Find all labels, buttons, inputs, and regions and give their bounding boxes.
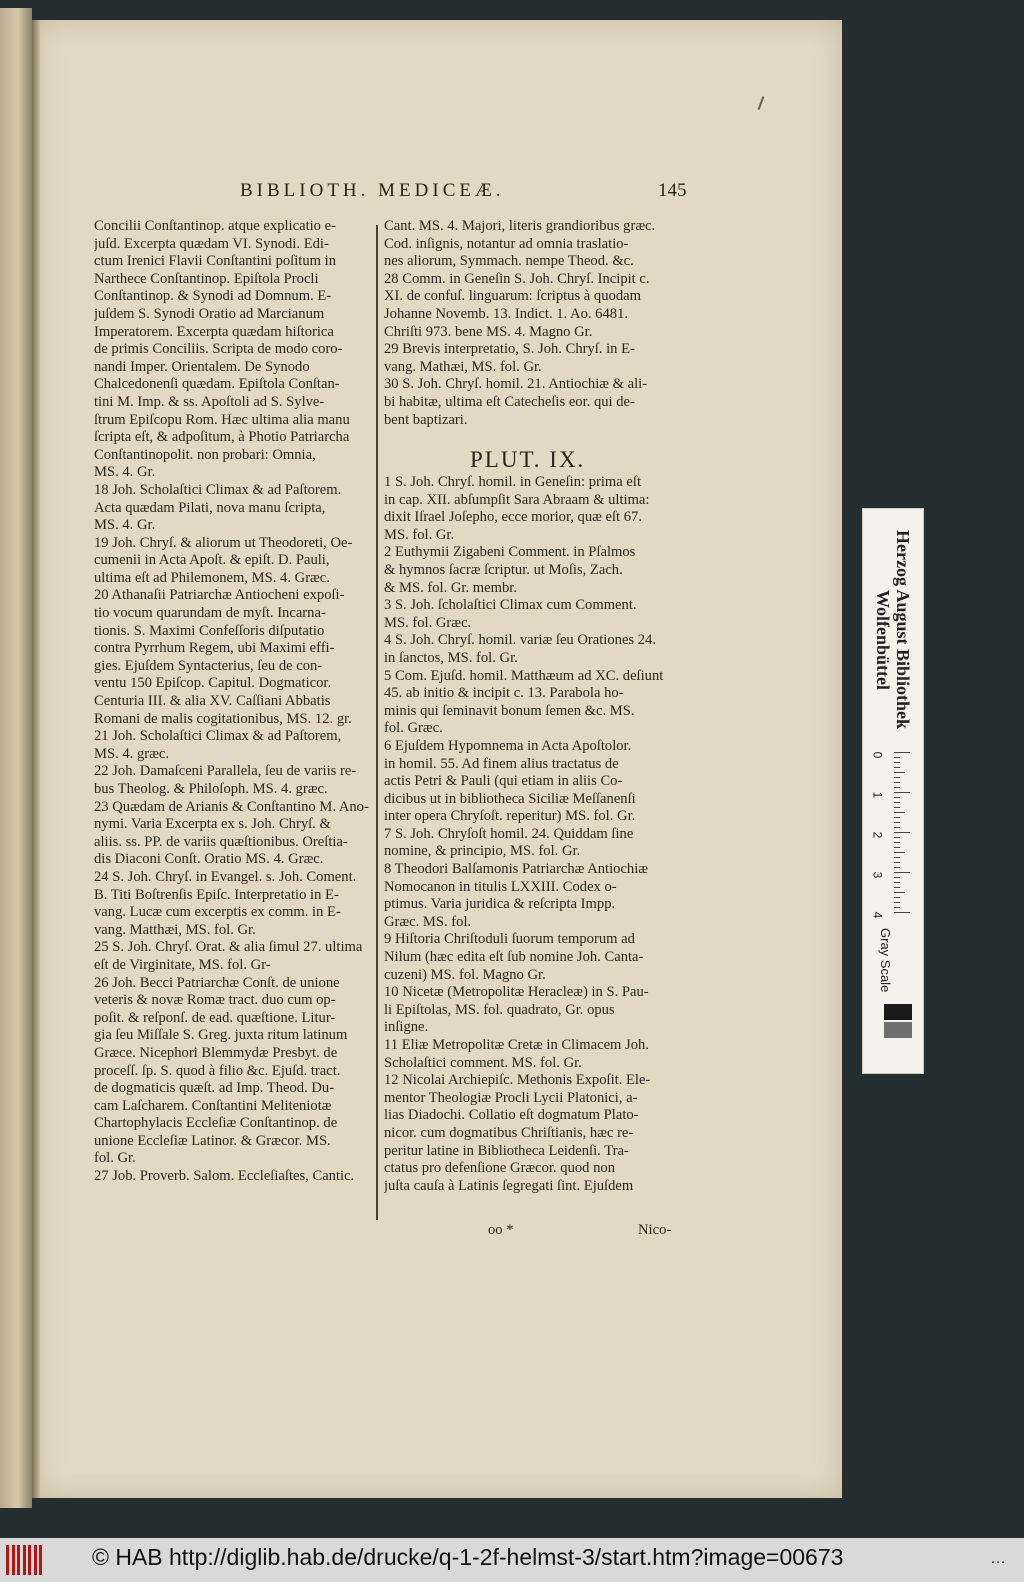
text-line: actis Petri & Pauli (qui etiam in aliis Co- (384, 773, 623, 790)
ruler-number: 4 (870, 911, 885, 919)
text-line: bent baptizari. (384, 411, 468, 428)
text-line: Græc. MS. fol. (384, 913, 472, 930)
facing-page-edge (0, 8, 32, 1508)
text-line: mentor Theologiæ Procli Lycii Platonici, a- (384, 1089, 638, 1106)
ruler-tick (894, 797, 900, 798)
text-line: inſigne. (384, 1019, 429, 1036)
text-line: Johanne Novemb. 13. Indict. 1. Ao. 6481. (384, 305, 629, 322)
gray-swatch-dark (884, 1004, 912, 1020)
ruler-tick (894, 777, 900, 778)
logo-bar (12, 1545, 15, 1575)
text-line: & MS. fol. Gr. membr. (384, 579, 517, 596)
hab-logo-icon (6, 1545, 46, 1575)
text-line: vang. Lucæ cum excerptis ex comm. in E- (94, 904, 341, 921)
text-line: B. Titi Boſtrenſis Epiſc. Interpretatio in E- (94, 886, 339, 903)
text-line: peritur latine in Bibliotheca Leidenſi. Tra- (384, 1142, 629, 1159)
gray-swatch-mid (884, 1022, 912, 1038)
text-line: Narthece Conſtantinop. Epiſtola Procli (94, 270, 319, 287)
ruler-tick (894, 802, 900, 803)
text-line: MS. 4. Gr. (94, 517, 156, 534)
ruler-tick (894, 887, 900, 888)
ruler-tick (894, 772, 905, 773)
column-rule (376, 225, 378, 1220)
ruler-tick (894, 892, 905, 893)
text-line: Chriſti 973. bene MS. 4. Magno Gr. (384, 323, 593, 340)
text-line: inter opera Chryſoſt. reperitur) MS. fol. Gr. (384, 808, 636, 825)
scale-ruler (868, 740, 912, 930)
logo-bar (17, 1545, 20, 1575)
text-line: Scholaſtici comment. MS. fol. Gr. (384, 1054, 582, 1071)
text-line: in cap. XII. abſumpſit Sara Abraam & ultima: (384, 491, 650, 508)
text-line: Græce. Nicephori Blemmydæ Presbyt. de (94, 1044, 338, 1061)
text-line: cuzeni) MS. fol. Magno Gr. (384, 966, 546, 983)
left-text-column (94, 218, 376, 1186)
text-line: Conſtantinopolit. non probari: Omnia, (94, 446, 316, 463)
ruler-tick (894, 807, 900, 808)
text-line: 45. ab initio & incipit c. 13. Parabola ho- (384, 685, 624, 702)
text-line: contra Pyrrhum Regem, ubi Maximi effi- (94, 640, 335, 657)
text-line: minis qui ſeminavit bonum ſemen &c. MS. (384, 702, 635, 719)
text-line: 4 S. Joh. Chryſ. homil. variæ ſeu Orationes 24. (384, 632, 656, 649)
text-line: Nomocanon in titulis LXXIII. Codex o- (384, 878, 617, 895)
text-line: ctum Irenici Flavii Conſtantini poſitum in (94, 253, 336, 270)
text-line: gies. Ejuſdem Syntacterius, ſeu de con- (94, 657, 323, 674)
text-line: Nilum (hæc edita eſt ſub nomine Joh. Canta- (384, 949, 644, 966)
text-line: aliis. ss. PP. de variis quæſtionibus. Oreſtia- (94, 833, 348, 850)
logo-bar (34, 1545, 37, 1575)
text-line: juſdem S. Synodi Oratio ad Marcianum (94, 305, 325, 322)
ruler-tick (894, 857, 900, 858)
text-line: poſit. & reſponſ. de ead. quæſtione. Litur- (94, 1009, 336, 1026)
text-line: 3 S. Joh. ſcholaſtici Climax cum Comment. (384, 597, 637, 614)
text-line: 20 Athanaſii Patriarchæ Antiocheni expoſi- (94, 587, 345, 604)
ruler-tick (894, 817, 900, 818)
text-line: 30 S. Joh. Chryſ. homil. 21. Antiochiæ & ali- (384, 376, 648, 393)
text-line: dis Diaconi Conſt. Oratio MS. 4. Græc. (94, 851, 324, 868)
text-line: 10 Nicetæ (Metropolitæ Heracleæ) in S. Pau- (384, 984, 649, 1001)
text-line: Cod. inſignis, notantur ad omnia traslatio- (384, 235, 629, 252)
ruler-tick (894, 872, 910, 873)
text-line: fol. Græc. (384, 720, 443, 737)
ruler-tick (894, 912, 910, 913)
text-line: Chalcedonenſi quædam. Epiſtola Conſtan- (94, 376, 340, 393)
ruler-tick (894, 792, 910, 793)
text-line: dixit Iſrael Joſepho, ecce morior, quæ eſt 67. (384, 509, 642, 526)
ruler-tick (894, 897, 900, 898)
ruler-tick (894, 757, 900, 758)
text-line: vang. Matthæi, MS. fol. Gr. (94, 921, 256, 938)
text-line: vang. Mathæi, MS. fol. Gr. (384, 358, 542, 375)
text-line: unione Eccleſiæ Latinor. & Græcor. MS. (94, 1132, 331, 1149)
ruler-tick (894, 862, 900, 863)
text-line: MS. fol. Græc. (384, 614, 472, 631)
text-line: gia ſeu Miſſale S. Greg. juxta ritum latinum (94, 1027, 348, 1044)
text-line: cumenii in Acta Apoſt. & epiſt. D. Pauli, (94, 552, 330, 569)
ruler-tick (894, 767, 900, 768)
logo-bar (39, 1545, 42, 1575)
text-line: XI. de confuſ. linguarum: ſcriptus à quodam (384, 288, 641, 305)
ruler-tick (894, 782, 900, 783)
ruler-tick (894, 902, 900, 903)
logo-bar (6, 1545, 9, 1575)
ruler-tick (894, 752, 910, 753)
right-text-column-bottom (384, 474, 684, 1195)
more-options-icon[interactable]: … (990, 1550, 1006, 1567)
ruler-tick (894, 812, 905, 813)
ruler-tick (894, 762, 900, 763)
signature-mark: oo * (488, 1222, 514, 1238)
text-line: ptimus. Varia juridica & reſcripta Impp. (384, 896, 616, 913)
page-number: 145 (658, 180, 687, 201)
text-line: 21 Joh. Scholaſtici Climax & ad Paſtorem, (94, 728, 342, 745)
text-line: fol. Gr. (94, 1150, 136, 1167)
text-line: Cant. MS. 4. Majori, literis grandioribus græc. (384, 218, 656, 234)
text-line: Imperatorem. Excerpta quædam hiſtorica (94, 323, 334, 340)
text-line: Concilii Conſtantinop. atque explicatio e- (94, 218, 336, 234)
text-line: 5 Com. Ejuſd. homil. Matthæum ad XC. deſiunt (384, 667, 664, 684)
card-title-line1: Herzog August Bibliothek (893, 530, 913, 730)
text-line: 28 Comm. in Geneſin S. Joh. Chryſ. Incipit c. (384, 270, 650, 287)
text-line: nymi. Varia Excerpta ex s. Joh. Chryſ. & (94, 816, 331, 833)
text-line: ctatus pro defenſione Græcor. quod non (384, 1160, 616, 1177)
ruler-tick (894, 827, 900, 828)
text-line: tionis. S. Maximi Confeſſoris diſputatio (94, 622, 325, 639)
text-line: 26 Joh. Becci Patriarchæ Conſt. de unione (94, 974, 340, 991)
text-line: ſtrum Epiſcopu Rom. Hæc ultima alia manu (94, 411, 350, 428)
text-line: in homil. 55. Ad finem alius tractatus de (384, 755, 619, 772)
text-line: bus Theolog. & Philoſoph. MS. 4. græc. (94, 781, 328, 797)
text-line: Centuria III. & alia XV. Caſſiani Abbatis (94, 693, 331, 710)
logo-bar (23, 1545, 26, 1575)
ruler-tick (894, 822, 900, 823)
text-line: 29 Brevis interpretatio, S. Joh. Chryſ. in E- (384, 341, 635, 358)
text-line: MS. 4. Gr. (94, 464, 156, 481)
text-line: de dogmaticis quæſt. ad Imp. Theod. Du- (94, 1080, 335, 1097)
text-line: 18 Joh. Scholaſtici Climax & ad Paſtorem. (94, 481, 342, 498)
text-line: juſta cauſa à Latinis ſegregati ſint. Ejuſdem (384, 1177, 634, 1194)
text-line: 22 Joh. Damaſceni Parallela, ſeu de variis re- (94, 763, 357, 780)
text-line: ſcripta eſt, & adpoſitum, à Photio Patriarcha (94, 429, 350, 446)
ruler-number: 2 (870, 831, 885, 839)
ruler-tick (894, 787, 900, 788)
text-line: ventu 150 Epiſcop. Capitul. Dogmaticor. (94, 675, 332, 692)
text-line: 6 Ejuſdem Hypomnema in Acta Apoſtolor. (384, 737, 632, 754)
text-line: 23 Quædam de Arianis & Conſtantino M. Ano- (94, 798, 369, 815)
text-line: dicibus ut in bibliotheca Siciliæ Meſſanenſi (384, 790, 636, 807)
ruler-number: 3 (870, 871, 885, 879)
gray-scale-label: Gray Scale (878, 928, 893, 993)
card-title-line2: Wolfenbüttel (873, 590, 893, 691)
running-head: BIBLIOTH. MEDICEÆ. (240, 180, 505, 201)
text-line: 9 Hiſtoria Chriſtoduli ſuorum temporum ad (384, 931, 635, 948)
text-line: Chartophylacis Eccleſiæ Conſtantinop. de (94, 1115, 338, 1132)
text-line: proceſſ. ſp. S. quod à filio &c. Ejuſd. tract. (94, 1062, 341, 1079)
text-line: MS. 4. græc. (94, 745, 169, 762)
text-line: de primis Conciliis. Scripta de modo coro- (94, 341, 343, 358)
text-line: ultima eſt ad Philemonem, MS. 4. Græc. (94, 569, 330, 586)
footer-copyright-url[interactable]: © HAB http://diglib.hab.de/drucke/q-1-2f-helmst-3/start.htm?image=00673 (92, 1544, 844, 1570)
ruler-tick (894, 847, 900, 848)
ruler-tick (894, 907, 900, 908)
ruler-number: 1 (870, 791, 885, 799)
text-line: 1 S. Joh. Chryſ. homil. in Geneſin: prima eſt (384, 474, 641, 490)
text-line: & hymnos ſacræ ſcriptur. ut Moſis, Zach. (384, 561, 623, 578)
text-line: Conſtantinop. & Synodi ad Domnum. E- (94, 288, 332, 305)
text-line: bi habitæ, ultima eſt Catecheſis eor. qui de- (384, 393, 635, 410)
text-line: tio vocum quarundam de myſt. Incarna- (94, 605, 326, 622)
text-line: nicor. cum dogmatibus Chriſtianis, hæc re- (384, 1124, 634, 1141)
text-line: 7 S. Joh. Chryſoſt homil. 24. Quiddam ſine (384, 825, 634, 842)
text-line: lias Diadochi. Collatio eſt dogmatum Plato- (384, 1107, 639, 1124)
ruler-tick (894, 867, 900, 868)
ruler-tick (894, 877, 900, 878)
right-text-column-top (384, 218, 684, 429)
gutter-shadow (32, 20, 40, 1498)
text-line: 19 Joh. Chryſ. & aliorum ut Theodoreti, Oe- (94, 534, 353, 551)
text-line: Acta quædam Pilati, nova manu ſcripta, (94, 499, 326, 516)
text-line: MS. fol. Gr. (384, 526, 455, 543)
text-line: 8 Theodori Balſamonis Patriarchæ Antiochiæ (384, 861, 649, 878)
text-line: juſd. Excerpta quædam VI. Synodi. Edi- (94, 235, 329, 252)
ruler-tick (894, 882, 900, 883)
text-line: 11 Eliæ Metropolitæ Cretæ in Climacem Joh. (384, 1037, 649, 1053)
section-heading: PLUT. IX. (470, 447, 586, 472)
text-line: eſt de Virginitate, MS. fol. Gr- (94, 956, 271, 973)
text-line: 25 S. Joh. Chryſ. Orat. & alia ſimul 27. ultima (94, 939, 363, 956)
text-line: cam Laſcharem. Conſtantini Meliteniotæ (94, 1097, 332, 1114)
ruler-tick (894, 837, 900, 838)
ruler-number: 0 (870, 751, 885, 759)
text-line: 12 Nicolai Archiepiſc. Methonis Expoſit. Ele- (384, 1072, 651, 1089)
text-line: Romani de malis cogitationibus, MS. 12. gr. (94, 710, 352, 727)
text-line: nes aliorum, Symmach. nempe Theod. &c. (384, 253, 634, 270)
text-line: tini M. Imp. & ss. Apoſtoli ad S. Sylve- (94, 393, 325, 410)
text-line: in ſanctos, MS. fol. Gr. (384, 649, 518, 666)
ruler-tick (894, 832, 910, 833)
text-line: nomine, & principio, MS. fol. Gr. (384, 843, 581, 860)
ruler-tick (894, 842, 900, 843)
text-line: nandi Imper. Orientalem. De Synodo (94, 358, 310, 375)
text-line: 2 Euthymii Zigabeni Comment. in Pſalmos (384, 544, 636, 561)
text-line: 27 Job. Proverb. Salom. Eccleſiaſtes, Cantic. (94, 1168, 355, 1185)
ruler-tick (894, 852, 905, 853)
text-line: veteris & novæ Romæ tract. duo cum op- (94, 992, 336, 1009)
catchword: Nico- (638, 1222, 672, 1238)
text-line: li Epiſtolas, MS. fol. quadrato, Gr. opus (384, 1001, 615, 1018)
logo-bar (28, 1545, 31, 1575)
text-line: 24 S. Joh. Chryſ. in Evangel. s. Joh. Coment. (94, 868, 357, 885)
